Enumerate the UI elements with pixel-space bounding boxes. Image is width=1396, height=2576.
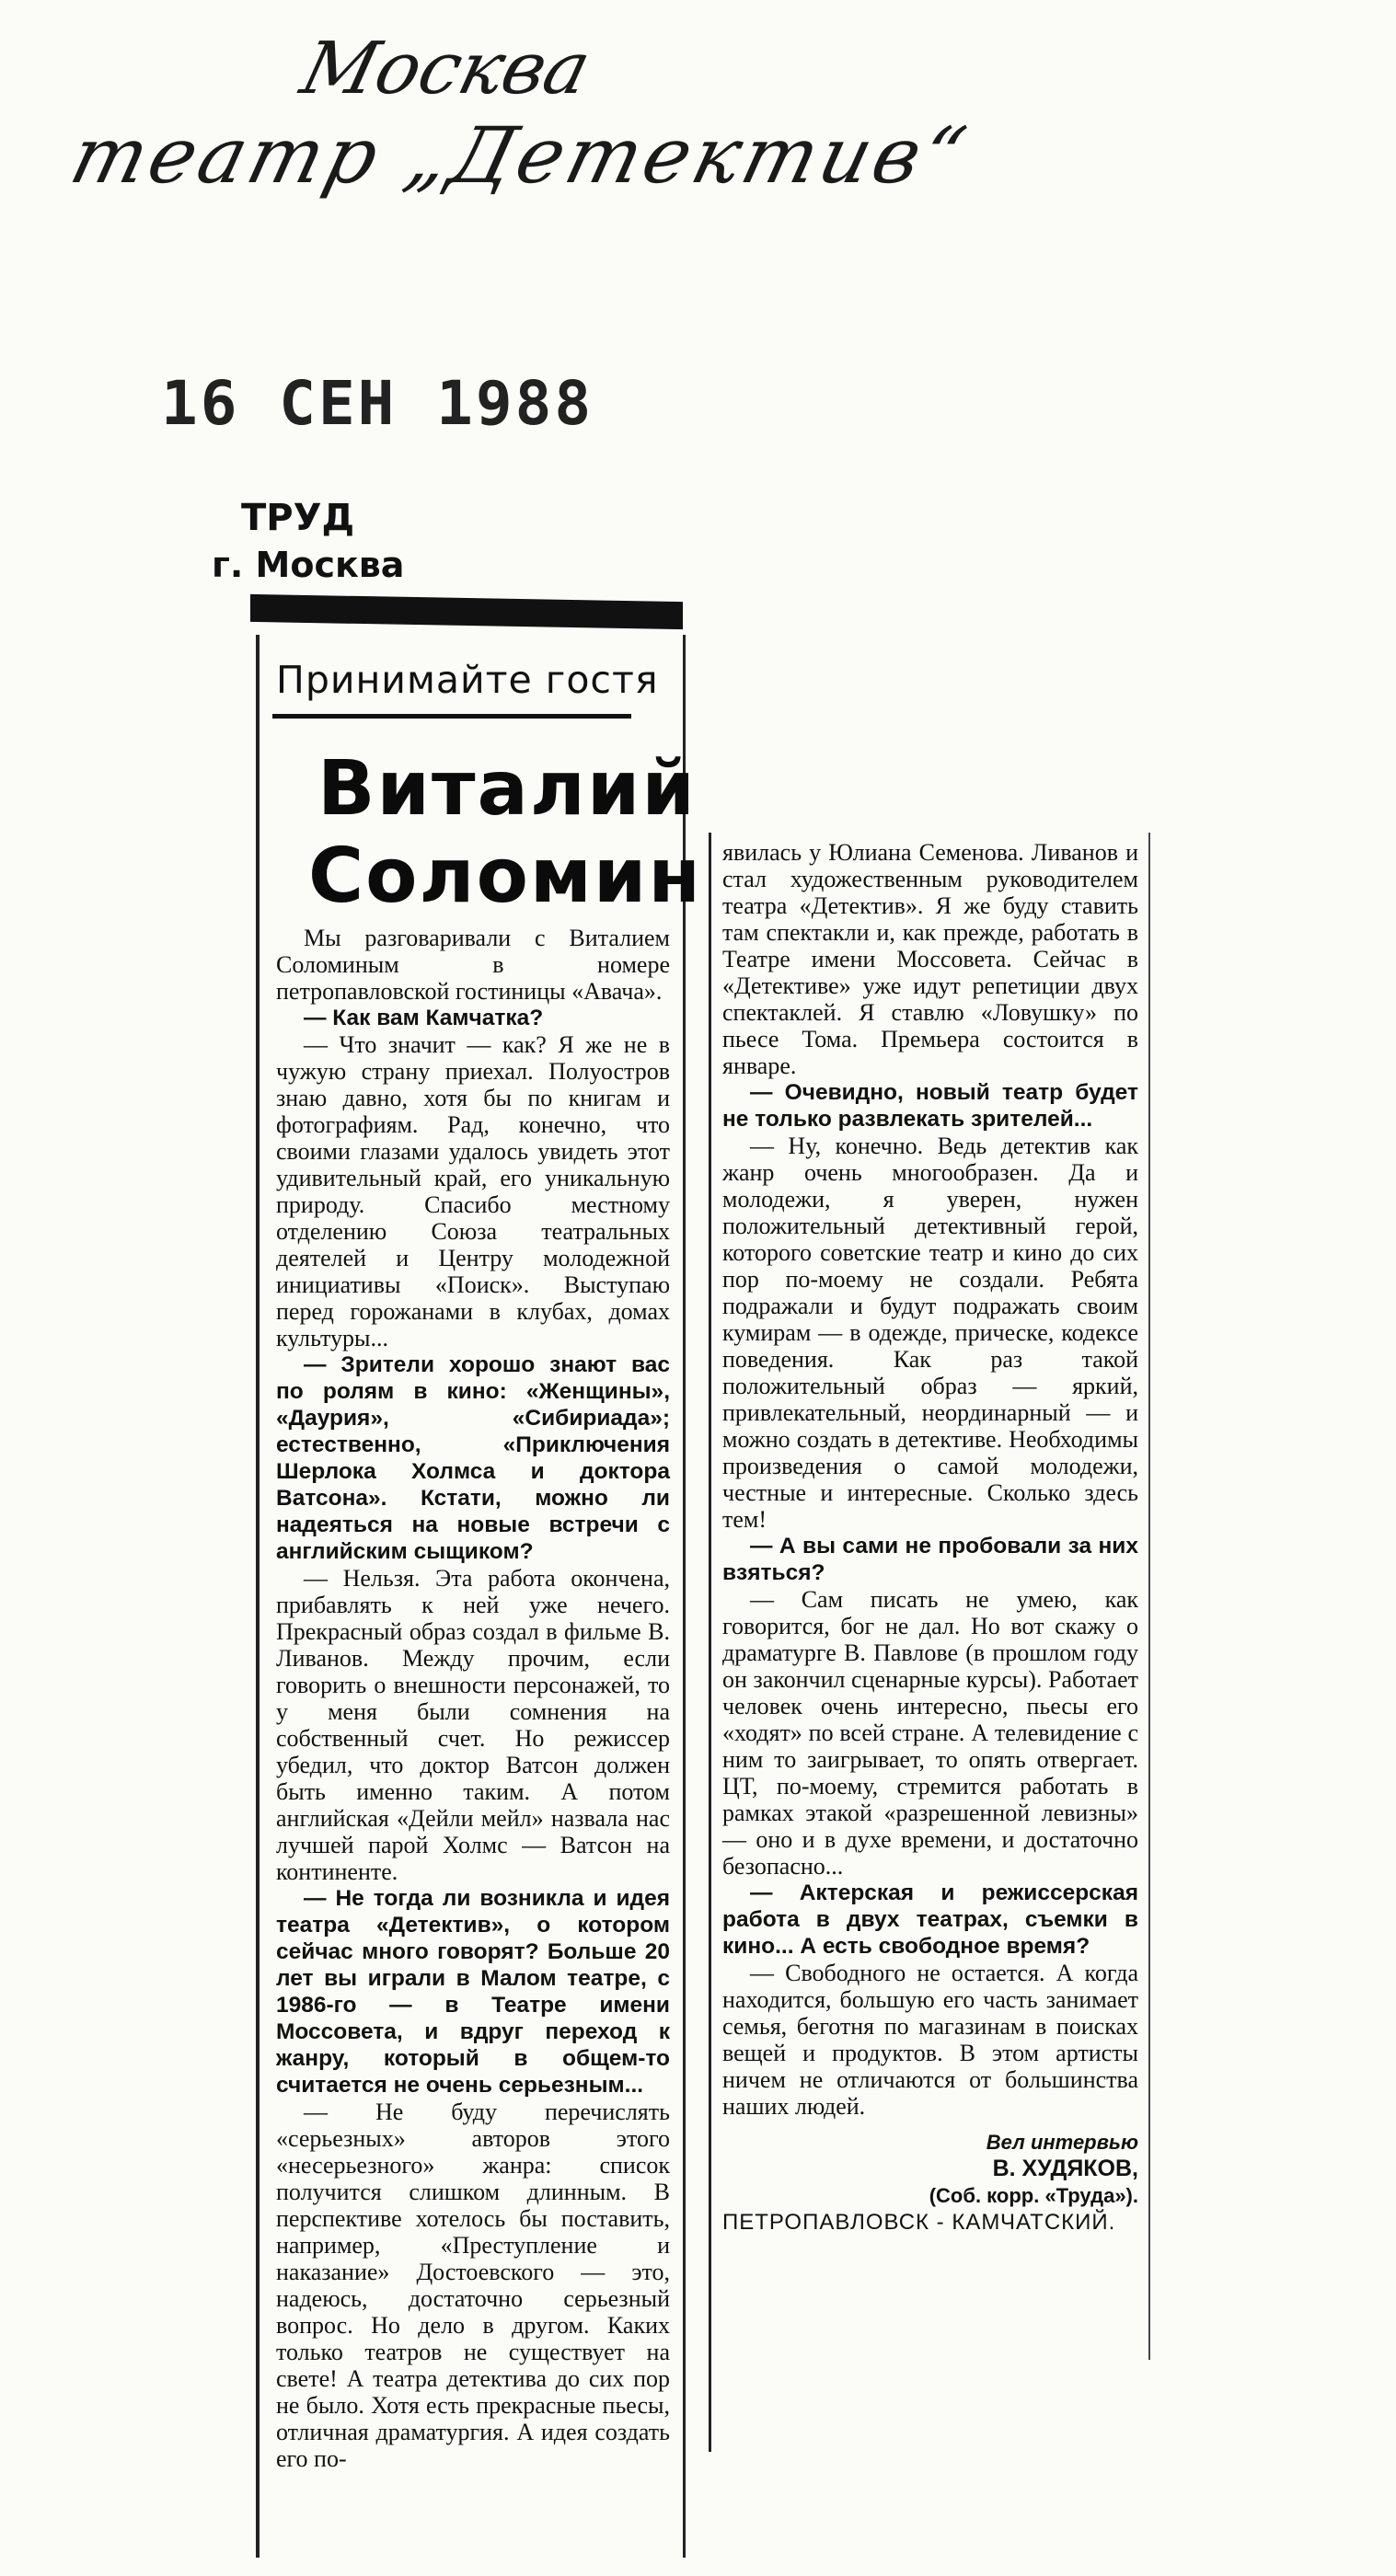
newspaper-name: ТРУД [241,497,355,539]
article-signature [722,2129,1138,2236]
paragraph: явилась у Юлиана Семенова. Ливанов и стал художественным руководителем театра «Детектив». Я же буду ставить там спектакли и, как прежде, работать в Театре имени Моссовета. Сейчас в «Детективе» уже идут репетиции двух спектаклей. Я ставлю «Ловушку» по пьесе Тома. Премьера состоится в январе. [722,839,1138,1079]
handwritten-city: Москва [293,28,599,110]
paragraph: — Не буду перечислять «серьезных» авторов этого «несерьезного» жанра: список получится слишком длинным. В перспективе хотелось бы поставить, например, «Преступление и наказание» Достоевского — это, надеюсь, достаточно серьезный вопрос. Но дело в другом. Каких только театров не существует на свете! А театра детектива до сих пор не было. Хотя есть прекрасные пьесы, отличная драматургия. А идея создать его по- [276,2099,670,2472]
question: — Как вам Камчатка? [304,1006,544,1030]
paragraph: Мы разговаривали с Виталием Соломиным в номере петропавловской гостиницы «Авача». [276,925,670,1005]
paragraph: — Нельзя. Эта работа окончена, прибавлять к ней уже нечего. Прекрасный образ создал в фильме В. Ливанов. Между прочим, если говорить о внешности персонажей, то у меня были сомнения на собственный счет. Но режиссер убедил, что доктор Ватсон должен быть именно таким. А потом английская «Дейли мейл» назвала нас лучшей парой Холмс — Ватсон на континенте. [276,1565,670,1885]
question: — А вы сами не пробовали за них взяться? [722,1534,1138,1585]
rubric-underline [272,714,631,719]
article-column-1 [276,925,670,2472]
column-rule-right-start [709,833,711,2452]
clipping-top-bar [250,594,683,629]
handwritten-theatre: театр „Детектив“ [62,110,978,201]
column-rule-right-end [1148,833,1150,2360]
date-stamp: 16 СЕН 1988 [161,368,594,439]
question: — Актерская и режиссерская работа в двух театрах, съемки в кино... А есть свободное время? [722,1880,1138,1959]
paragraph: — Что значит — как? Я же не в чужую страну приехал. Полуостров знаю давно, хотя бы по книгам и фотографиям. Рад, конечно, что своими глазами удалось увидеть этот удивительный край, его уникальную природу. Спасибо местному отделению Союза театральных деятелей и Центру молодежной инициативы «Поиск». Выступаю перед горожанами в клубах, домах культуры... [276,1031,670,1351]
signature-name: В. ХУДЯКОВ, [992,2156,1138,2181]
newspaper-city: г. Москва [212,545,405,585]
paragraph: — Ну, конечно. Ведь детектив как жанр очень многообразен. Да и молодежи, я уверен, нужен положительный детективный герой, которого советские театр и кино до сих пор по-моему не создали. Ребята подражали и будут подражать своим кумирам — в одежде, прическе, кодексе поведения. Как раз такой положительный образ — яркий, привлекательный, неординарный — и можно создать в детективе. Необходимы произведения о самой молодежи, честные и интересные. Сколько здесь тем! [722,1133,1138,1533]
paragraph: — Сам писать не умею, как говорится, бог не дал. Но вот скажу о драматурге В. Павлове (в прошлом году он закончил сценарные курсы). Работает человек очень интересно, пьесы его «ходят» по всей стране. А телевидение с ним то заигрывает, то опять отвергает. ЦТ, по-моему, стремится работать в рамках этакой «разрешенной левизны» — оно и в духе времени, и достаточно безопасно... [722,1586,1138,1880]
signature-position: (Соб. корр. «Труда»). [929,2184,1138,2207]
signature-place: ПЕТРОПАВЛОВСК - КАМЧАТСКИЙ. [722,2210,1116,2235]
article-title-line1: Виталий [317,745,697,833]
article-rubric: Принимайте гостя [276,658,659,702]
column-rule-middle [683,635,686,2558]
article-title-line2: Соломин [308,833,703,920]
article-column-2 [722,839,1138,2236]
column-rule-left [256,635,260,2558]
signature-role: Вел интервью [986,2131,1138,2154]
question: — Не тогда ли возникла и идея театра «Детектив», о котором сейчас много говорят? Больше 20 лет вы играли в Малом театре, с 1986-го — в Театре имени Моссовета, и вдруг переход к жанру, который в общем-то считается не очень серьезным... [276,1886,670,2098]
paragraph: — Свободного не остается. А когда находится, большую его часть занимает семья, беготня по магазинам в поисках вещей и продуктов. В этом артисты ничем не отличаются от большинства наших людей. [722,1960,1138,2120]
question: — Зрители хорошо знают вас по ролям в кино: «Женщины», «Даурия», «Сибириада»; естественно, «Приключения Шерлока Холмса и доктора Ватсона». Кстати, можно ли надеяться на новые встречи с английским сыщиком? [276,1352,670,1564]
question: — Очевидно, новый театр будет не только развлекать зрителей... [722,1080,1138,1132]
